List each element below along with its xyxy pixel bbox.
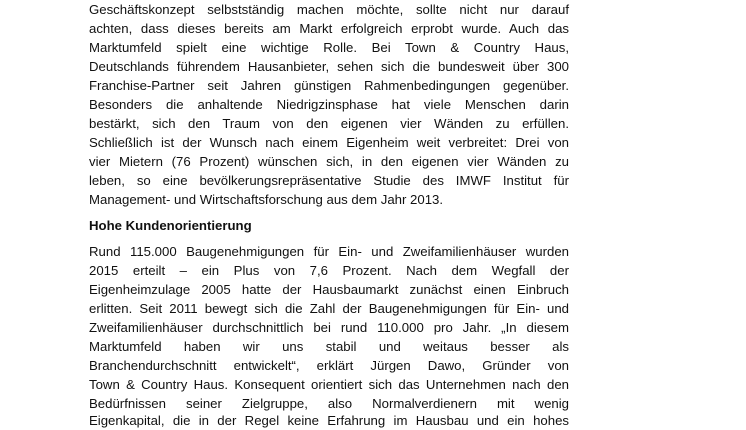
paragraph-2-line: Marktumfeld haben wir uns stabil und weitaus besser als	[89, 339, 569, 354]
paragraph-2-line: 2015 erteilt – ein Plus von 7,6 Prozent. Nach dem Wegfall der	[89, 263, 569, 278]
paragraph-2-line: Branchendurchschnitt entwickelt“, erklärt Jürgen Dawo, Gründer von	[89, 358, 569, 373]
paragraph-1-line: Deutschlands führendem Hausanbieter, sehen sich die bundesweit über 300	[89, 59, 569, 74]
paragraph-1-line: Franchise-Partner seit Jahren günstigen Rahmenbedingungen gegenüber.	[89, 78, 569, 93]
paragraph-1-line: bestärkt, sich den Traum von den eigenen vier Wänden zu erfüllen.	[89, 116, 569, 131]
paragraph-1-line: Besonders die anhaltende Niedrigzinsphase hat viele Menschen darin	[89, 97, 569, 112]
paragraph-1-line: Marktumfeld spielt eine wichtige Rolle. Bei Town & Country Haus,	[89, 40, 569, 55]
paragraph-2-line: Zweifamilienhäuser durchschnittlich bei rund 110.000 pro Jahr. „In diesem	[89, 320, 569, 335]
paragraph-2-line: Rund 115.000 Baugenehmigungen für Ein- und Zweifamilienhäuser wurden	[89, 244, 569, 259]
section-heading: Hohe Kundenorientierung	[89, 218, 252, 233]
paragraph-1-line: vier Mietern (76 Prozent) wünschen sich, in den eigenen vier Wänden zu	[89, 154, 569, 169]
paragraph-2-line: Eigenkapital, die in der Regel keine Erfahrung im Hausbau und ein hohes	[89, 413, 569, 428]
paragraph-1-line: Geschäftskonzept selbstständig machen möchte, sollte nicht nur darauf	[89, 2, 569, 17]
paragraph-2-line: Town & Country Haus. Konsequent orientiert sich das Unternehmen nach den	[89, 377, 569, 392]
paragraph-1-line: Schließlich ist der Wunsch nach einem Eigenheim weit verbreitet: Drei von	[89, 135, 569, 150]
paragraph-1-line: Management- und Wirtschaftsforschung aus dem Jahr 2013.	[89, 192, 444, 207]
paragraph-2-line: Bedürfnissen seiner Zielgruppe, also Normalverdienern mit wenig	[89, 396, 569, 411]
paragraph-1-line: leben, so eine bevölkerungsrepräsentative Studie des IMWF Institut für	[89, 173, 569, 188]
paragraph-2-line: erlitten. Seit 2011 bewegt sich die Zahl der Baugenehmigungen für Ein- und	[89, 301, 569, 316]
paragraph-1-line: achten, dass dieses bereits am Markt erfolgreich erprobt wurde. Auch das	[89, 21, 569, 36]
paragraph-2-line: Eigenheimzulage 2005 hatte der Hausbaumarkt zunächst einen Einbruch	[89, 282, 569, 297]
